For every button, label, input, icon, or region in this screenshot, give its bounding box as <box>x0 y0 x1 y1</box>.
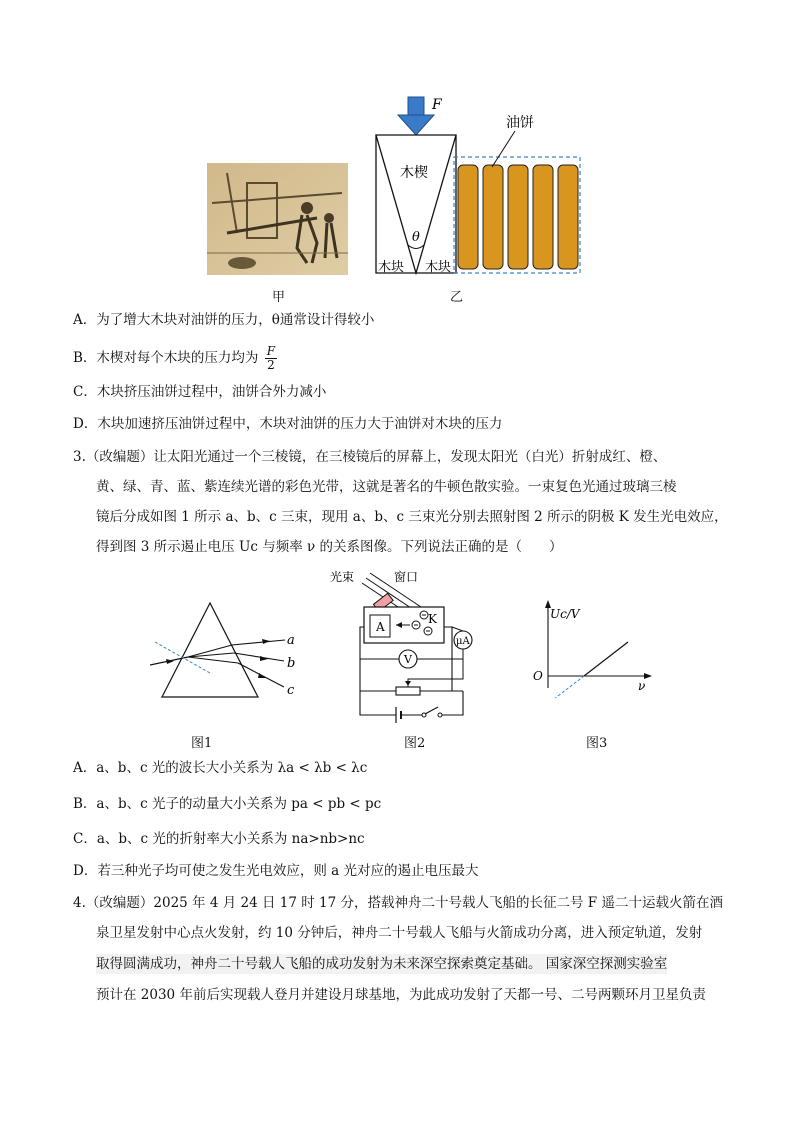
photoelectric-circuit <box>330 563 480 723</box>
q3-option-b: B．a、b、c 光子的动量大小关系为 pa < pb < pc <box>73 796 382 812</box>
angle-label: θ <box>412 230 420 245</box>
ray-a-label: a <box>287 633 295 648</box>
q3-number: 3. <box>73 449 86 465</box>
fig2-caption: 图2 <box>404 736 426 751</box>
q3-text-1: （改编题）让太阳光通过一个三棱镜，在三棱镜后的屏幕上，发现太阳光（白光）折射成红、橙、 <box>85 449 667 465</box>
y-axis-label: Uc/V <box>550 607 580 621</box>
anode-label: A <box>376 620 385 634</box>
q3-line-3: 镜后分成如图 1 所示 a、b、c 三束，现用 a、b、c 三束光分别去照射图 2 所示的阴极 K 发生光电效应， <box>96 509 728 525</box>
q4-line-4: 预计在 2030 年前后实现载人登月并建设月球基地，为此成功发射了天都一号、二号两颗环月卫星负责 <box>96 987 706 1003</box>
q3-option-a: A．a、b、c 光的波长大小关系为 λa < λb < λc <box>73 760 368 776</box>
ray-c-label: c <box>287 683 295 698</box>
stopping-voltage-graph <box>528 598 658 698</box>
q2-option-b-text: B．木楔对每个木块的压力均为 <box>73 350 259 366</box>
caption-left: 甲 <box>272 290 286 305</box>
prism-figure <box>150 595 310 710</box>
cathode-label: K <box>428 612 437 626</box>
force-label: F <box>432 97 442 113</box>
q2-option-d: D．木块加速挤压油饼过程中，木块对油饼的压力大于油饼对木块的压力 <box>73 416 503 432</box>
wedge-press-diagram <box>370 95 590 280</box>
voltmeter-label: V <box>404 653 412 666</box>
q4-text-1: （改编题）2025 年 4 月 24 日 17 时 17 分，搭载神舟二十号载人飞船的长征二号 F 遥二十运载火箭在酒 <box>85 895 723 911</box>
q3-option-d: D．若三种光子均可使之发生光电效应，则 a 光对应的遏止电压最大 <box>73 863 479 879</box>
ray-b-label: b <box>287 656 296 671</box>
beam-label: 光束 <box>330 570 355 584</box>
fig3-caption: 图3 <box>586 736 608 751</box>
q2-option-c: C．木块挤压油饼过程中，油饼合外力减小 <box>73 384 327 400</box>
origin-label: O <box>533 669 543 683</box>
q4-line-3: 取得圆满成功，神舟二十号载人飞船的成功发射为未来深空探索奠定基础。 国家深空探测实验室 <box>96 956 668 972</box>
fraction <box>265 345 277 372</box>
ammeter-label: μA <box>456 636 470 647</box>
fraction-numerator: F <box>266 344 276 358</box>
q3-line-4: 得到图 3 所示遏止电压 Uc 与频率 ν 的关系图像。下列说法正确的是（ ） <box>96 539 563 555</box>
q2-option-b <box>73 345 277 372</box>
q4-number: 4. <box>73 895 86 911</box>
block-right-label: 木块 <box>425 260 452 275</box>
ancient-oil-press-picture <box>207 163 348 275</box>
wedge-label: 木楔 <box>400 165 428 181</box>
q4-line-2: 泉卫星发射中心点火发射，约 10 分钟后，神舟二十号载人飞船与火箭成功分离，进入预定轨道，发射 <box>96 925 703 941</box>
q2-option-a: A．为了增大木块对油饼的压力，θ通常设计得较小 <box>73 312 375 328</box>
q3-option-c: C．a、b、c 光的折射率大小关系为 na>nb>nc <box>73 831 365 847</box>
window-label: 窗口 <box>394 570 419 584</box>
q3-line-2: 黄、绿、青、蓝、紫连续光谱的彩色光带，这就是著名的牛顿色散实验。一束复色光通过玻璃三棱 <box>96 479 677 495</box>
x-axis-label: ν <box>638 679 646 693</box>
fig1-caption: 图1 <box>191 736 213 751</box>
fraction-denominator: 2 <box>267 358 275 372</box>
caption-right: 乙 <box>450 290 464 305</box>
q4-line-1 <box>73 893 723 913</box>
oil-cake-label: 油饼 <box>506 115 534 131</box>
q3-line-1 <box>73 447 666 467</box>
block-left-label: 木块 <box>378 260 405 275</box>
